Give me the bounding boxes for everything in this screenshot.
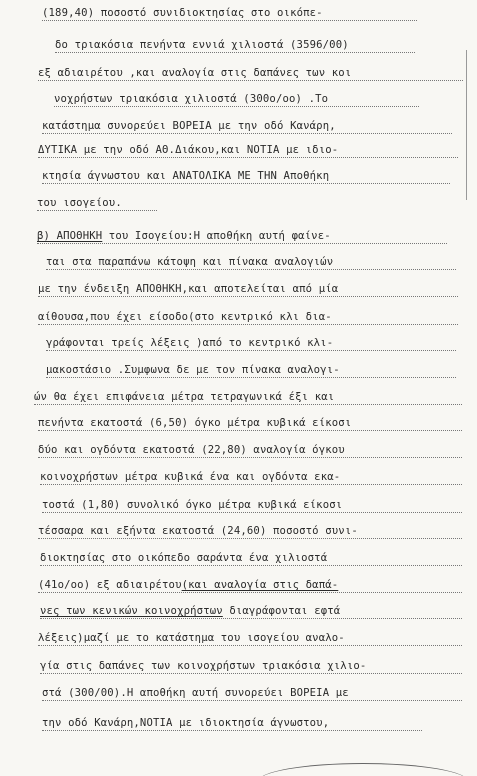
- dotted-rule: [42, 133, 452, 134]
- line-text: εξ αδιαιρέτου ,και αναλογία στις δαπάνες των κοι: [38, 67, 352, 79]
- line-text: δύο και ογδόντα εκατοστά (22,80) αναλογία όγκου: [38, 444, 345, 456]
- dotted-rule: [38, 157, 458, 158]
- underlined-text: (και αναλογία στις δαπά-: [181, 579, 339, 591]
- dotted-rule: [42, 183, 450, 184]
- line-text: τοστά (1,80) συνολικό όγκο μέτρα κυβικά είκοσι: [42, 499, 343, 511]
- line-text: αίθουσα,που έχει είσοδο(στο κεντρικό κλι δια-: [38, 311, 332, 323]
- dotted-rule: [38, 645, 462, 646]
- dotted-rule: [34, 404, 462, 405]
- line-text: ΔΥΤΙΚΑ με την οδό ΑΘ.Διάκου,και ΝΟΤΙΑ με ιδιο-: [38, 144, 339, 156]
- dotted-rule: [46, 269, 456, 270]
- dotted-rule: [46, 350, 456, 351]
- line-text: με την ένδειξη ΑΠΟΘΗΚΗ,και αποτελείται από μία: [38, 283, 339, 295]
- dotted-rule: [40, 673, 462, 674]
- line-text: πενήντα εκατοστά (6,50) όγκο μέτρα κυβικά είκοσι: [38, 417, 352, 429]
- line-text: κοινοχρήστων μέτρα κυβικά ένα και ογδόντα εκα-: [40, 471, 341, 483]
- line-text: γία στις δαπάνες των κοινοχρήστων τριακόσια χιλιο-: [40, 660, 367, 672]
- line-text: του ισογείου.: [37, 197, 122, 209]
- line-text: μακοστάσιο .Συμφωνα δε με τον πίνακα αναλογι-: [46, 364, 340, 376]
- dotted-rule: [38, 430, 462, 431]
- margin-stamp-edge: [466, 50, 477, 200]
- line-text: κτησία άγνωστου και ΑΝΑΤΟΛΙΚΑ ΜΕ ΤΗΝ Αποθήκη: [42, 170, 330, 182]
- line-text: (189,40) ποσοστό συνιδιοκτησίας στο οικόπε-: [42, 7, 323, 19]
- line-text: διοκτησίας στο οικόπεδο σαράντα ένα χιλιοστά: [40, 552, 328, 564]
- line-text: γράφονται τρείς λέξεις )από το κεντρικό κλι-: [46, 337, 334, 349]
- line-text: τέσσαρα και εξήντα εκατοστά (24,60) ποσοστό συνι-: [38, 525, 358, 537]
- line-text: ών θα έχει επιφάνεια μέτρα τετραγωνικά έξι και: [34, 391, 335, 403]
- dotted-rule: [55, 52, 415, 53]
- dotted-rule: [38, 457, 462, 458]
- dotted-rule: [38, 324, 458, 325]
- dotted-rule: [38, 80, 463, 81]
- dotted-rule: [42, 730, 422, 731]
- dotted-rule: [54, 106, 419, 107]
- dotted-rule: [38, 592, 462, 593]
- dotted-rule: [42, 700, 462, 701]
- line-text: νοχρήστων τριακόσια χιλιοστά (300ο/οο) .Το: [54, 93, 329, 105]
- dotted-rule: [40, 484, 462, 485]
- line-text: την οδό Κανάρη,ΝΟΤΙΑ με ιδιοκτησία άγνωστου,: [42, 717, 330, 729]
- dotted-rule: [42, 20, 417, 21]
- line-text: (41ο/οο) εξ αδιαιρέτου: [38, 579, 182, 591]
- line-text: λέξεις)μαζί με το κατάστημα του ισογείου αναλο-: [38, 632, 345, 644]
- line-text: δο τριακόσια πενήντα εννιά χιλιοστά (3596/00): [55, 39, 349, 51]
- dotted-rule: [40, 618, 462, 619]
- dotted-rule: [38, 538, 462, 539]
- dotted-rule: [37, 243, 447, 244]
- line-text: διαγράφονται εφτά: [222, 605, 341, 617]
- dotted-rule: [38, 296, 458, 297]
- line-text: ται στα παραπάνω κάτοψη και πίνακα αναλογιών: [46, 256, 334, 268]
- underlined-text: β) ΑΠΟΘΗΚΗ: [37, 230, 103, 242]
- line-text: στά (300/00).Η αποθήκη αυτή συνορεύει ΒΟΡΕΙΑ με: [42, 687, 349, 699]
- dotted-rule: [42, 512, 462, 513]
- underlined-text: νες των κενικών κοινοχρήστων: [40, 605, 223, 617]
- dotted-rule: [37, 210, 157, 211]
- dotted-rule: [46, 377, 456, 378]
- dotted-rule: [40, 565, 462, 566]
- line-text: του Ισογείου:Η αποθήκη αυτή φαίνε-: [102, 230, 331, 242]
- line-text: κατάστημα συνορεύει ΒΟΡΕΙΑ με την οδό Κανάρη,: [42, 120, 336, 132]
